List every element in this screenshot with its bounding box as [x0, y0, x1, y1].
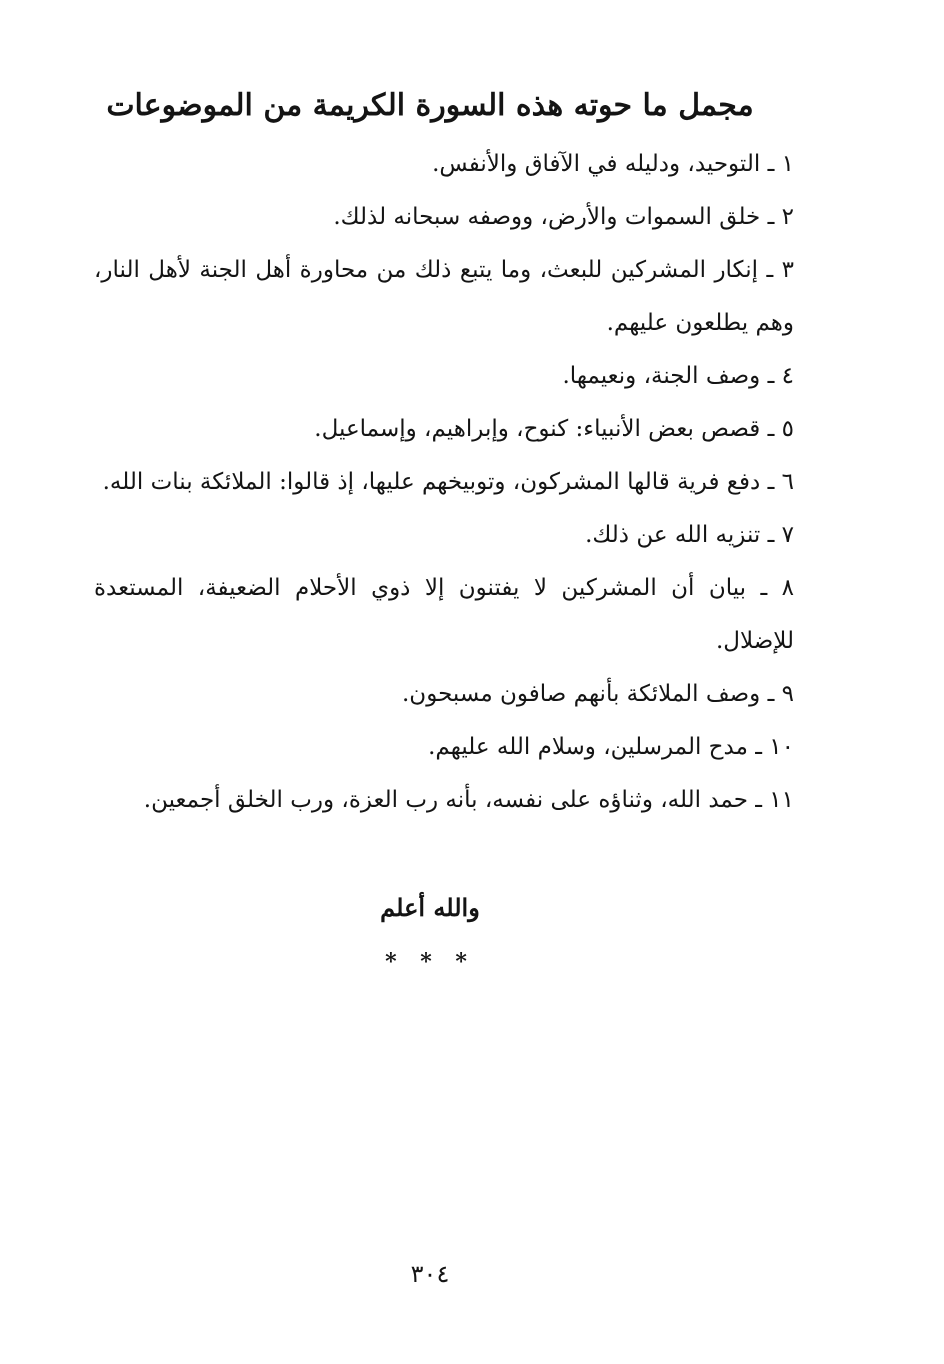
list-item: ٩ ـ وصف الملائكة بأنهم صافون مسبحون.	[402, 681, 794, 707]
list-item: ٤ ـ وصف الجنة، ونعيمها.	[562, 363, 794, 389]
page-number: ٣٠٤	[410, 1260, 450, 1288]
section-separator: * * *	[385, 949, 475, 975]
list-item: ٣ ـ إنكار المشركين للبعث، وما يتبع ذلك من محاورة أهل الجنة لأهل النار، وهم يطلعون عليهم.	[94, 257, 794, 336]
list-item: ٢ ـ خلق السموات والأرض، ووصفه سبحانه لذلك.	[333, 204, 794, 230]
page-title: مجمل ما حوته هذه السورة الكريمة من الموضوعات	[106, 88, 754, 123]
list-item: ٨ ـ بيان أن المشركين لا يفتنون إلا ذوي الأحلام الضعيفة، المستعدة للإضلال.	[94, 575, 794, 654]
list-item: ١٠ ـ مدح المرسلين، وسلام الله عليهم.	[428, 734, 794, 760]
list-item: ٧ ـ تنزيه الله عن ذلك.	[585, 522, 794, 548]
list-item: ١ ـ التوحيد، ودليله في الآفاق والأنفس.	[432, 151, 794, 177]
topics-list	[94, 138, 794, 827]
list-item: ٥ ـ قصص بعض الأنبياء: كنوح، وإبراهيم، وإسماعيل.	[314, 416, 794, 442]
closing-phrase: والله أعلم	[380, 893, 480, 922]
list-item: ٦ ـ دفع فرية قالها المشركون، وتوبيخهم عليها، إذ قالوا: الملائكة بنات الله.	[102, 469, 794, 495]
list-item: ١١ ـ حمد الله، وثناؤه على نفسه، بأنه رب العزة، ورب الخلق أجمعين.	[143, 787, 794, 813]
